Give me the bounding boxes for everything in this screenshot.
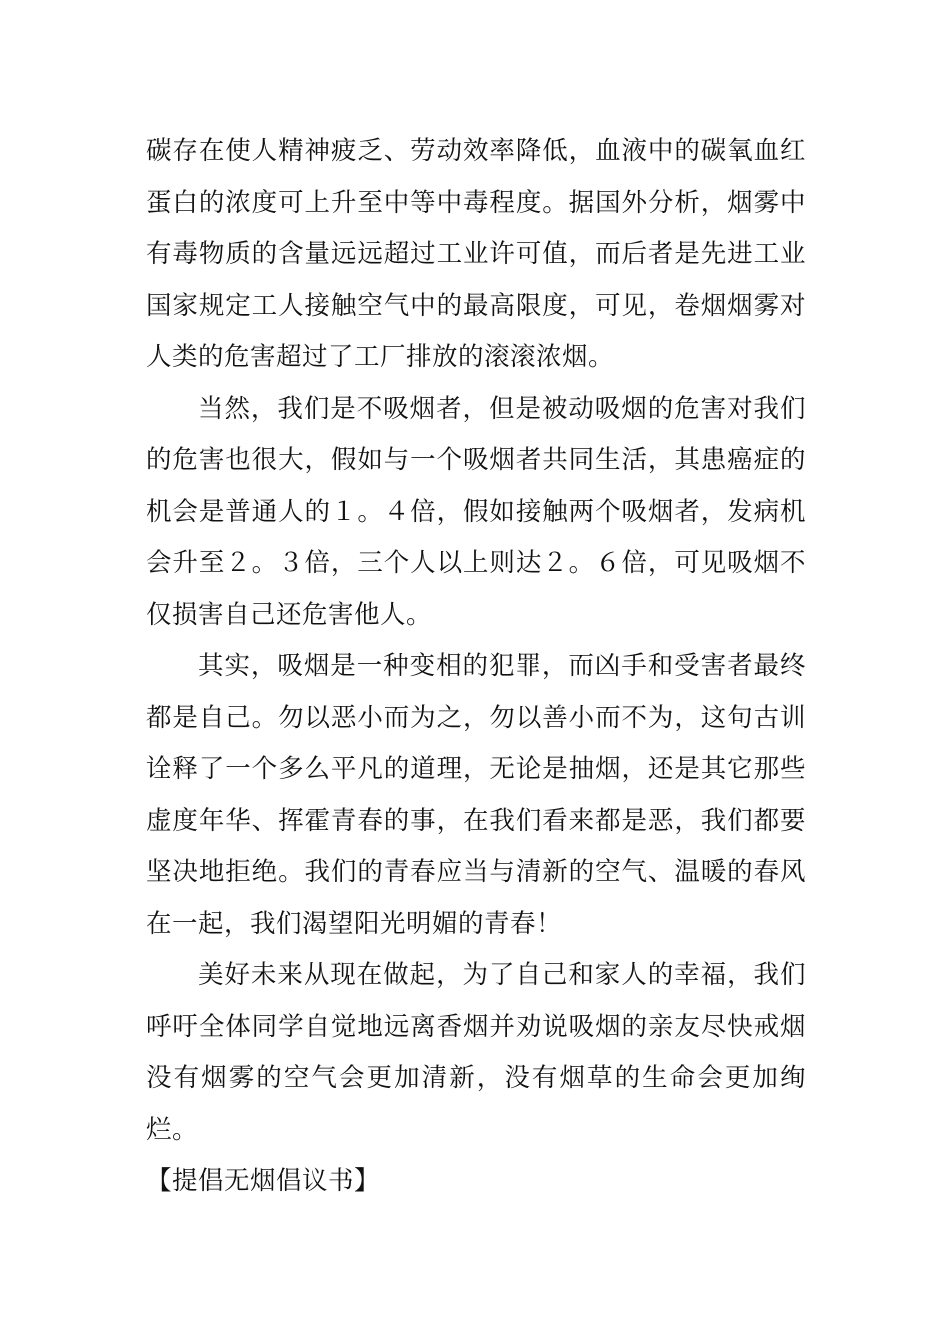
paragraph-passive-smoking: 当然，我们是不吸烟者，但是被动吸烟的危害对我们的危害也很大，假如与一个吸烟者共同生活，其患癌症的机会是普通人的１。４倍，假如接触两个吸烟者，发病机会升至２。３倍，三个人以上则达２。６倍，可见吸烟不仅损害自己还危害他人。 <box>146 393 806 630</box>
paragraph-call-to-action: 美好未来从现在做起，为了自己和家人的幸福，我们呼吁全体同学自觉地远离香烟并劝说吸烟的亲友尽快戒烟没有烟雾的空气会更加清新，没有烟草的生命会更加绚烂。 <box>146 960 806 1145</box>
closing-title: 【提倡无烟倡议书】 <box>146 1166 381 1196</box>
document-body <box>146 126 806 1208</box>
paragraph-smoking-crime: 其实，吸烟是一种变相的犯罪，而凶手和受害者最终都是自己。勿以恶小而为之，勿以善小而不为，这句古训诠释了一个多么平凡的道理，无论是抽烟，还是其它那些虚度年华、挥霍青春的事，在我们看来都是恶，我们都要坚决地拒绝。我们的青春应当与清新的空气、温暖的春风在一起，我们渴望阳光明媚的青春！ <box>146 651 806 939</box>
paragraph-continued: 碳存在使人精神疲乏、劳动效率降低，血液中的碳氧血红蛋白的浓度可上升至中等中毒程度。据国外分析，烟雾中有毒物质的含量远远超过工业许可值，而后者是先进工业国家规定工人接触空气中的最高限度，可见，卷烟烟雾对人类的危害超过了工厂排放的滚滚浓烟。 <box>146 136 806 372</box>
